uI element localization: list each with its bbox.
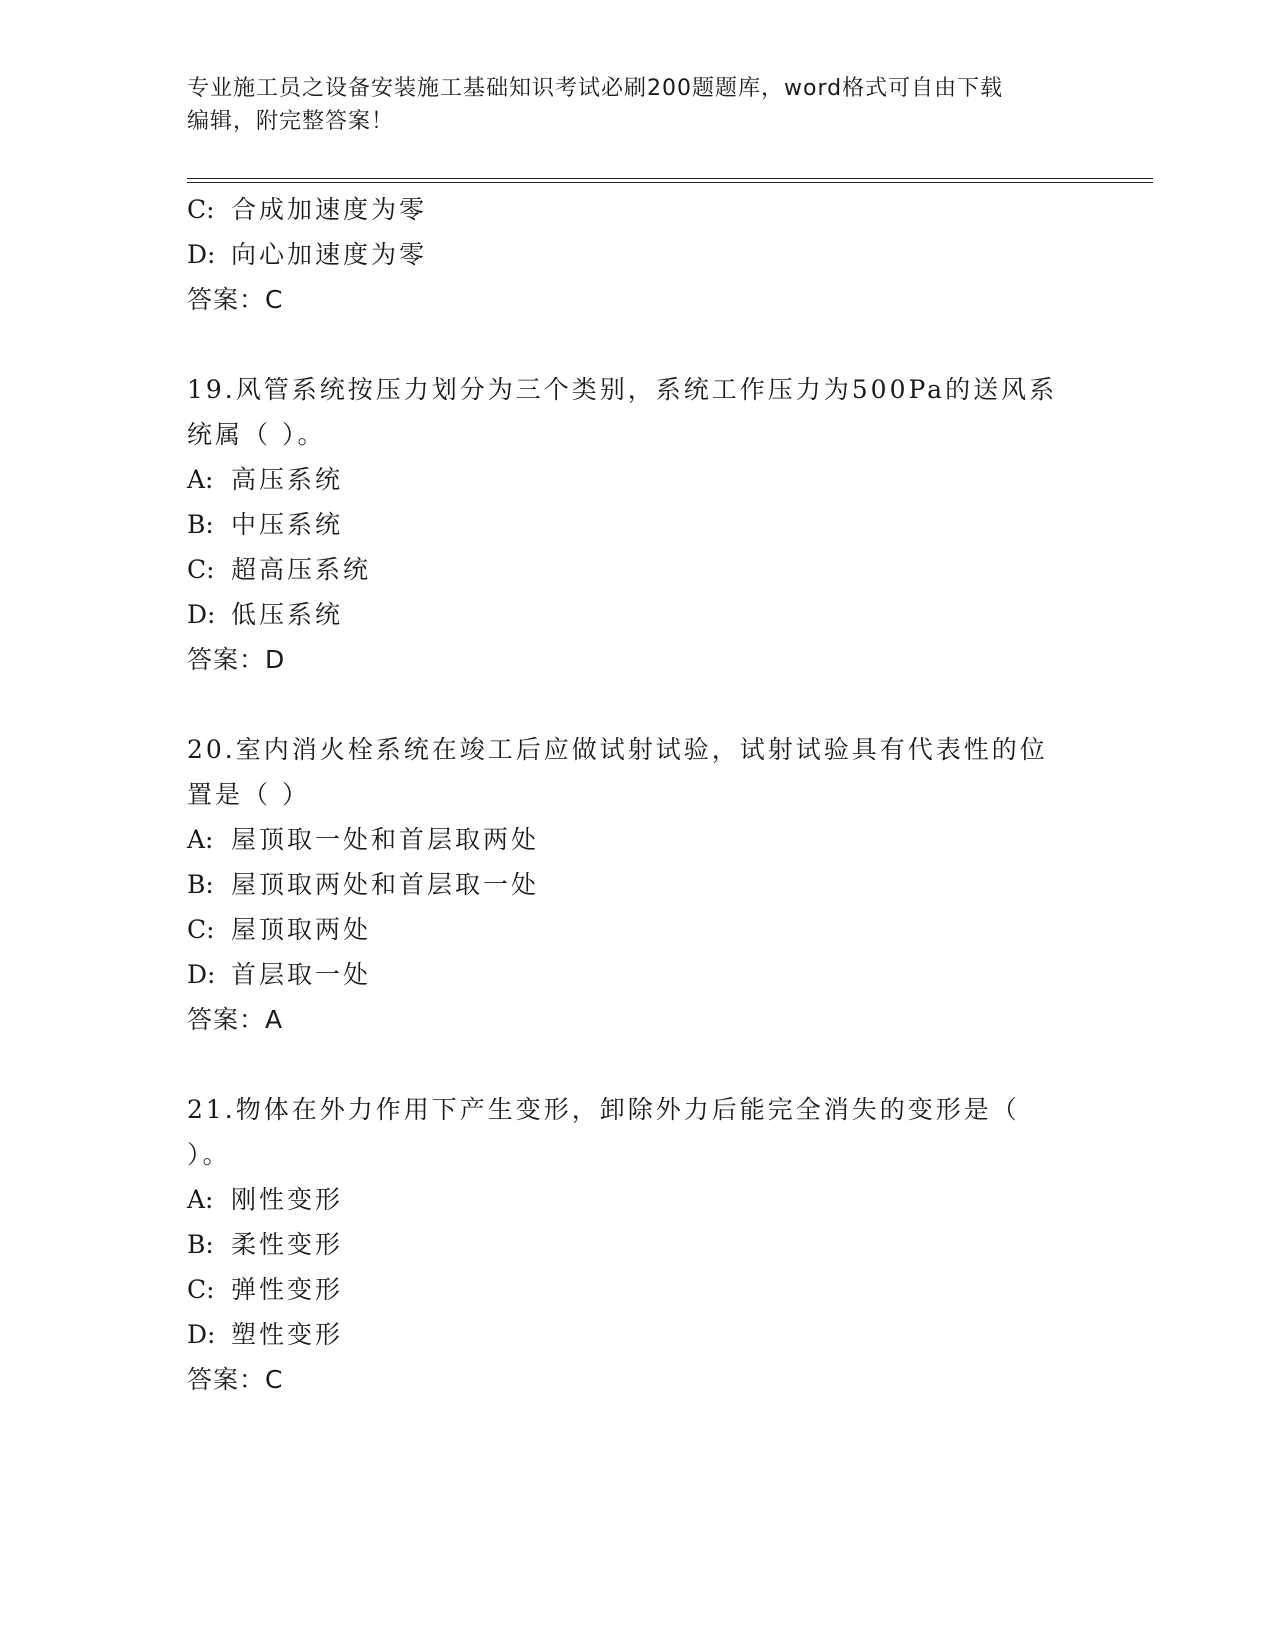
option-d — [187, 240, 427, 270]
option-letter: B: — [187, 870, 214, 899]
option-d — [187, 1320, 343, 1350]
option-letter: D: — [187, 240, 216, 269]
answer-line: 答案：D — [187, 645, 286, 674]
header-line-1: 专业施工员之设备安装施工基础知识考试必刷200题题库，word格式可自由下载 — [187, 76, 1004, 101]
option-text: 刚性变形 — [231, 1185, 344, 1214]
question-stem-19: 19.风管系统按压力划分为三个类别，系统工作压力为500Pa的送风系 — [187, 375, 1058, 404]
option-letter: D: — [187, 960, 216, 989]
option-text: 向心加速度为零 — [231, 240, 428, 269]
option-letter: D: — [187, 600, 216, 629]
option-letter: C: — [187, 1275, 215, 1304]
option-text: 柔性变形 — [231, 1230, 344, 1259]
option-d — [187, 600, 343, 630]
option-letter: A: — [187, 1185, 214, 1214]
answer-line: 答案：C — [187, 1365, 284, 1394]
header-divider-bottom — [187, 182, 1153, 183]
option-a — [187, 825, 539, 855]
document-header — [187, 72, 1087, 138]
question-stem-21-cont: ）。 — [187, 1140, 231, 1169]
question-stem-19-cont: 统属（ ）。 — [187, 420, 326, 449]
question-stem-21: 21.物体在外力作用下产生变形，卸除外力后能完全消失的变形是（ — [187, 1095, 1020, 1124]
option-letter: D: — [187, 1320, 216, 1349]
option-text: 屋顶取两处和首层取一处 — [231, 870, 540, 899]
question-stem-20: 20.室内消火栓系统在竣工后应做试射试验，试射试验具有代表性的位 — [187, 735, 1048, 764]
option-c — [187, 1275, 343, 1305]
option-letter: A: — [187, 825, 214, 854]
option-letter: C: — [187, 915, 215, 944]
option-b — [187, 510, 343, 540]
option-text: 屋顶取一处和首层取两处 — [231, 825, 540, 854]
option-a — [187, 465, 343, 495]
option-c — [187, 555, 371, 585]
option-a — [187, 1185, 343, 1215]
option-letter: C: — [187, 195, 215, 224]
option-text: 超高压系统 — [231, 555, 372, 584]
option-letter: B: — [187, 510, 214, 539]
option-text: 塑性变形 — [231, 1320, 344, 1349]
option-c — [187, 915, 371, 945]
header-divider-top — [187, 178, 1153, 179]
option-b — [187, 1230, 343, 1260]
option-letter: A: — [187, 465, 214, 494]
option-b — [187, 870, 539, 900]
option-text: 弹性变形 — [231, 1275, 344, 1304]
option-text: 屋顶取两处 — [231, 915, 372, 944]
option-text: 合成加速度为零 — [231, 195, 428, 224]
question-stem-20-cont: 置是（ ） — [187, 780, 310, 809]
header-line-2: 编辑，附完整答案！ — [187, 109, 395, 134]
option-letter: C: — [187, 555, 215, 584]
option-text: 低压系统 — [231, 600, 344, 629]
option-text: 中压系统 — [231, 510, 344, 539]
option-d — [187, 960, 371, 990]
answer-line: 答案：C — [187, 285, 284, 314]
option-text: 首层取一处 — [231, 960, 372, 989]
option-letter: B: — [187, 1230, 214, 1259]
option-c — [187, 195, 427, 225]
option-text: 高压系统 — [231, 465, 344, 494]
answer-line: 答案：A — [187, 1005, 284, 1034]
